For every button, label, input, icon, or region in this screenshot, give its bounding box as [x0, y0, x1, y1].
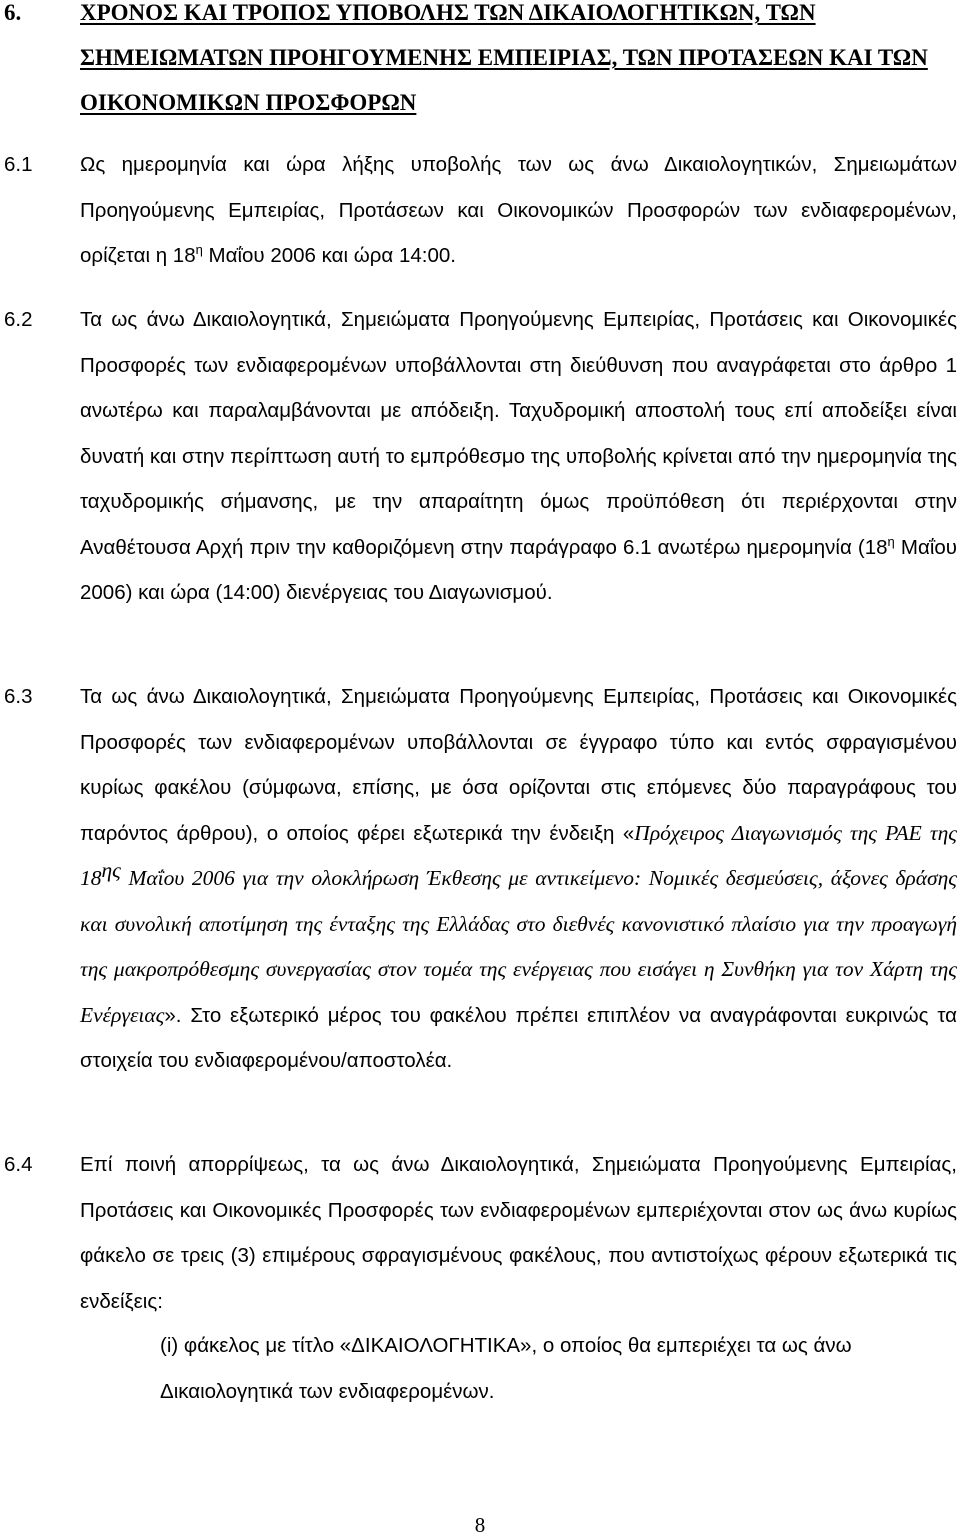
superscript: ης [101, 858, 121, 883]
paragraph-number: 6.2 [4, 308, 33, 331]
paragraph-number: 6.1 [4, 153, 33, 176]
paragraph-number: 6.4 [4, 1153, 33, 1176]
italic-run: Μαΐου 2006 για την ολοκλήρωση Έκθεσης με αντικείμενο: Νομικές δεσμεύσεις, άξονες δράσης και συνολική αποτίμηση της ένταξης της Ελλάδας στο διεθνές κανονιστικό πλαίσιο για την προαγωγή της μακροπρόθεσμης συνεργασίας στον τομέα της ενέργειας που εισάγει η Συνθήκη για τον Χάρτη της Ενέργειας [80, 866, 957, 1027]
paragraph-number: 6.3 [4, 685, 33, 708]
text-run: ». Στο εξωτερικό μέρος του φακέλου πρέπει επιπλέον να αναγράφονται ευκρινώς τα στοιχεία του ενδιαφερομένου/αποστολέα. [80, 1003, 957, 1072]
paragraph-text [80, 297, 957, 616]
text-run: Τα ως άνω Δικαιολογητικά, Σημειώματα Προηγούμενης Εμπειρίας, Προτάσεις και Οικονομικές Προσφορές των ενδιαφερομένων υποβάλλονται σε έγγραφο τύπο και εντός σφραγισμένου κυρίως φακέλου (σύμφωνα, επίσης, με όσα ορίζονται στις επόμενες δύο παραγράφους του παρόντος άρθρου), ο οποίος φέρει εξωτερικά την ένδειξη « [80, 685, 957, 845]
text-run: Μαΐου 2006) και ώρα (14:00) διενέργειας του Διαγωνισμού. [80, 535, 957, 604]
section-title: ΧΡΟΝΟΣ ΚΑΙ ΤΡΟΠΟΣ ΥΠΟΒΟΛΗΣ ΤΩΝ ΔΙΚΑΙΟΛΟΓΗΤΙΚΩΝ, ΤΩΝ ΣΗΜΕΙΩΜΑΤΩΝ ΠΡΟΗΓΟΥΜΕΝΗΣ ΕΜΠΕΙΡΙΑΣ, ΤΩΝ ΠΡΟΤΑΣΕΩΝ ΚΑΙ ΤΩΝ ΟΙΚΟΝΟΜΙΚΩΝ ΠΡΟΣΦΟΡΩΝ [80, 0, 928, 115]
list-item-i: (i) φάκελος με τίτλο «ΔΙΚΑΙΟΛΟΓΗΤΙΚΑ», ο οποίος θα εμπεριέχει τα ως άνω Δικαιολογητικά των ενδιαφερομένων. [160, 1334, 852, 1403]
superscript: η [195, 242, 203, 258]
section-number: 6. [4, 0, 22, 25]
text-run: Μαΐου 2006 και ώρα 14:00. [202, 244, 456, 267]
italic-run: Πρόχειρος Διαγωνισμός της ΡΑΕ της 18 [80, 820, 957, 890]
text-run: Τα ως άνω Δικαιολογητικά, Σημειώματα Προηγούμενης Εμπειρίας, Προτάσεις και Οικονομικές Προσφορές των ενδιαφερομένων υποβάλλονται στη διεύθυνση που αναγράφεται στο άρθρο 1 ανωτέρω και παραλαμβάνονται με απόδειξη. Ταχυδρομική αποστολή τους επί αποδείξει είναι δυνατή και στην περίπτωση αυτή το εμπρόθεσμο της υποβολής κρίνεται από την ημερομηνία της ταχυδρομικής σήμανσης, με την απαραίτητη όμως προϋπόθεση ότι περιέρχονται στην Αναθέτουσα Αρχή πριν την καθοριζόμενη στην παράγραφο 6.1 ανωτέρω ημερομηνία (18 [80, 308, 957, 559]
text-run: Ως ημερομηνία και ώρα λήξης υποβολής των ως άνω Δικαιολογητικών, Σημειωμάτων Προηγούμενης Εμπειρίας, Προτάσεων και Οικονομικών Προσφορών των ενδιαφερομένων, ορίζεται η 18 [80, 153, 957, 267]
page-number: 8 [474, 1513, 486, 1537]
paragraph-text: Επί ποινή απορρίψεως, τα ως άνω Δικαιολογητικά, Σημειώματα Προηγούμενης Εμπειρίας, Προτάσεις και Οικονομικές Προσφορές των ενδιαφερομένων εμπεριέχονται στον ως άνω κυρίως φάκελο σε τρεις (3) επιμέρους σφραγισμένους φακέλους, που αντιστοίχως φέρουν εξωτερικά τις ενδείξεις: [80, 1153, 957, 1313]
paragraph-text [80, 142, 957, 279]
superscript: η [887, 533, 895, 549]
paragraph-text [80, 674, 957, 1084]
